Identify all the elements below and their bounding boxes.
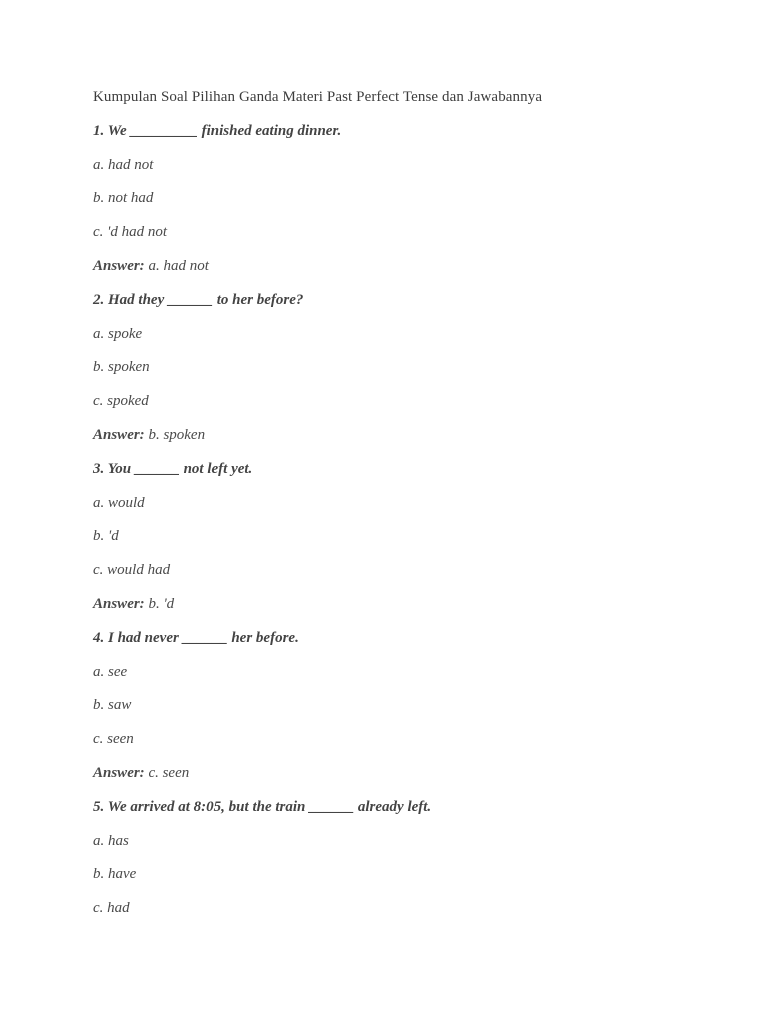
answer-value: b. 'd [148, 595, 175, 612]
option-3c: c. would had [93, 562, 171, 579]
option-5c: c. had [93, 900, 130, 917]
question-5: 5. We arrived at 8:05, but the train ______ already left. [93, 798, 432, 815]
question-2: 2. Had they ______ to her before? [93, 291, 304, 308]
option-1c: c. 'd had not [93, 224, 168, 241]
option-4c: c. seen [93, 731, 134, 748]
answer-label: Answer: [93, 426, 145, 443]
question-3: 3. You ______ not left yet. [93, 460, 253, 477]
option-4b: b. saw [93, 697, 132, 714]
option-4a: a. see [93, 663, 128, 680]
option-1a: a. had not [93, 156, 154, 173]
answer-label: Answer: [93, 595, 145, 612]
question-1: 1. We _________ finished eating dinner. [93, 122, 342, 139]
document-title: Kumpulan Soal Pilihan Ganda Materi Past Perfect Tense dan Jawabannya [93, 89, 543, 105]
answer-value: a. had not [148, 257, 209, 274]
answer-label: Answer: [93, 764, 145, 781]
answer-value: b. spoken [148, 426, 206, 443]
option-5b: b. have [93, 866, 137, 883]
option-3b: b. 'd [93, 528, 119, 545]
option-2c: c. spoked [93, 393, 149, 410]
answer-4 [93, 762, 733, 796]
answer-value: c. seen [148, 764, 190, 781]
answer-1 [93, 255, 733, 289]
answer-label: Answer: [93, 257, 145, 274]
document-page [93, 86, 733, 931]
answer-2 [93, 424, 733, 458]
option-5a: a. has [93, 832, 129, 849]
question-4: 4. I had never ______ her before. [93, 629, 299, 646]
option-2b: b. spoken [93, 359, 150, 376]
answer-3 [93, 593, 733, 627]
option-3a: a. would [93, 494, 145, 511]
option-2a: a. spoke [93, 325, 143, 342]
option-1b: b. not had [93, 190, 154, 207]
